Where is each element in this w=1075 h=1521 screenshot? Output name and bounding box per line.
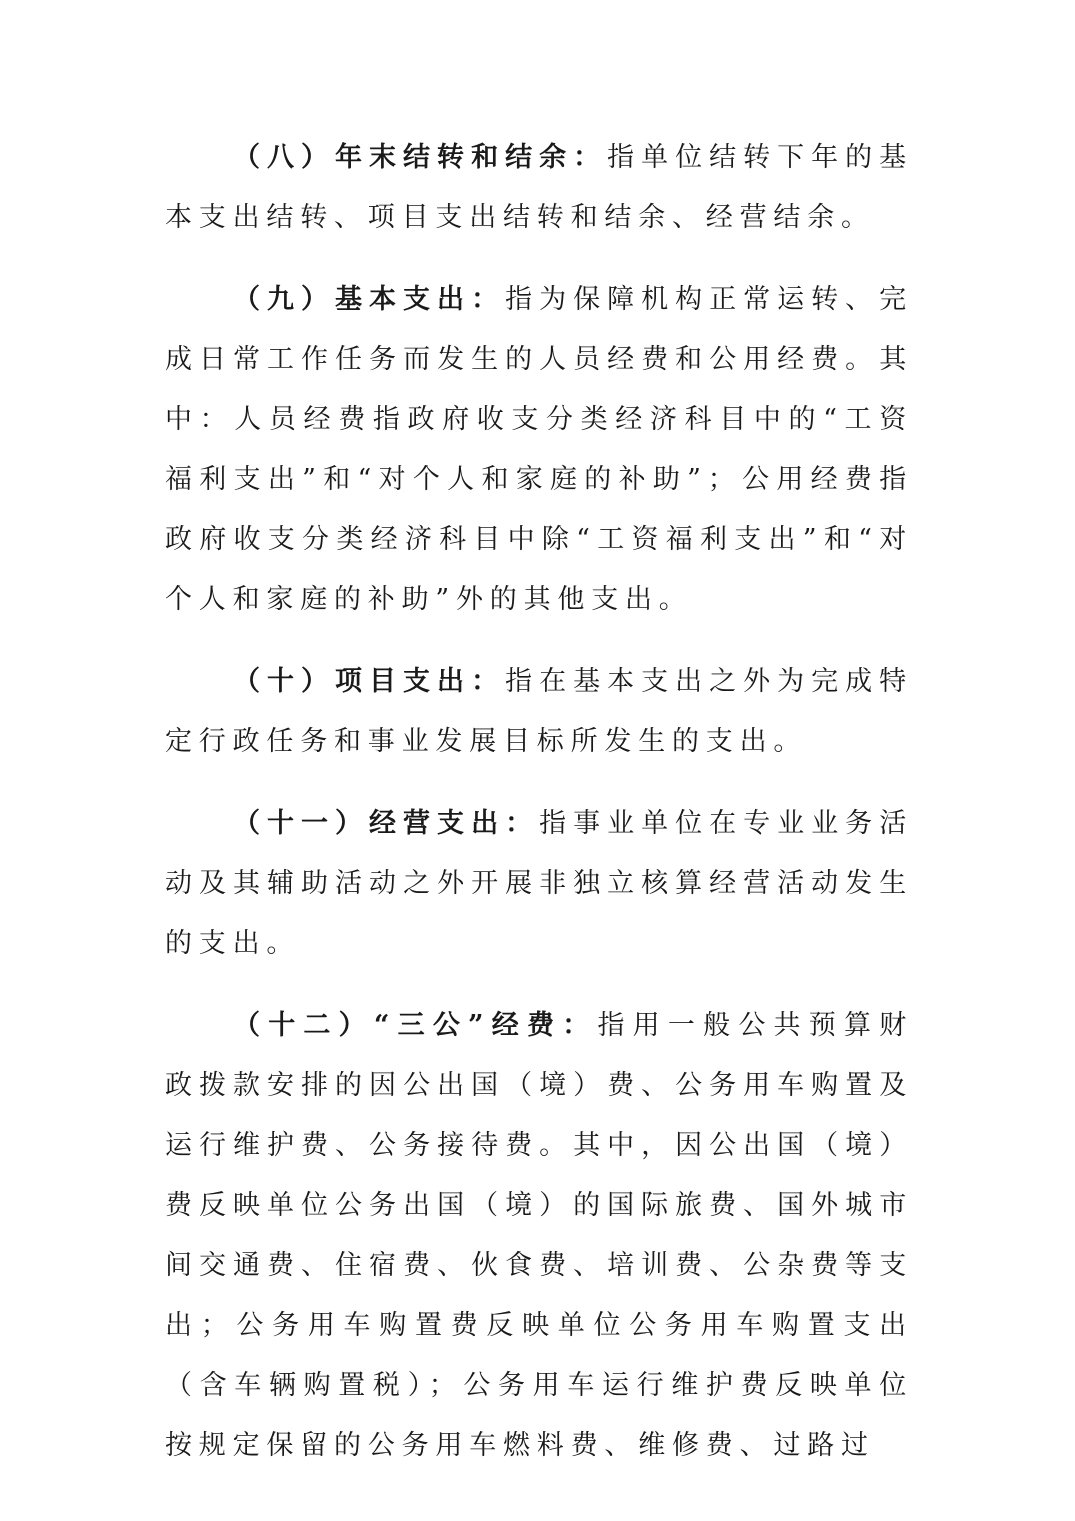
paragraph-three-public-expenses (165, 996, 913, 1476)
term-basic-expenditure: （九）基本支出： (233, 284, 506, 315)
term-operating-expenditure: （十一）经营支出： (233, 808, 540, 839)
definition-operating-expenditure: 指事业单位在专业业务活动及其辅助活动之外开展非独立核算经营活动发生的支出。 (165, 808, 913, 959)
paragraph-operating-expenditure (165, 794, 913, 974)
paragraph-basic-expenditure (165, 270, 913, 630)
definition-year-end-carryover: 指单位结转下年的基本支出结转、项目支出结转和结余、经营结余。 (165, 142, 913, 233)
paragraph-project-expenditure (165, 652, 913, 772)
definition-three-public-expenses: 指用一般公共预算财政拨款安排的因公出国（境）费、公务用车购置及运行维护费、公务接待费。其中，因公出国（境）费反映单位公务出国（境）的国际旅费、国外城市间交通费、住宿费、伙食费、培训费、公杂费等支出；公务用车购置费反映单位公务用车购置支出（含车辆购置税）；公务用车运行维护费反映单位按规定保留的公务用车燃料费、维修费、过路过 (165, 1010, 913, 1461)
term-year-end-carryover: （八）年末结转和结余： (233, 142, 608, 173)
document-body (165, 128, 913, 1476)
term-three-public-expenses: （十二）“三公”经费： (233, 1010, 598, 1041)
term-project-expenditure: （十）项目支出： (233, 666, 506, 697)
definition-project-expenditure: 指在基本支出之外为完成特定行政任务和事业发展目标所发生的支出。 (165, 666, 913, 757)
paragraph-year-end-carryover (165, 128, 913, 248)
definition-basic-expenditure: 指为保障机构正常运转、完成日常工作任务而发生的人员经费和公用经费。其中：人员经费指政府收支分类经济科目中的“工资福利支出”和“对个人和家庭的补助”；公用经费指政府收支分类经济科目中除“工资福利支出”和“对个人和家庭的补助”外的其他支出。 (165, 284, 913, 615)
